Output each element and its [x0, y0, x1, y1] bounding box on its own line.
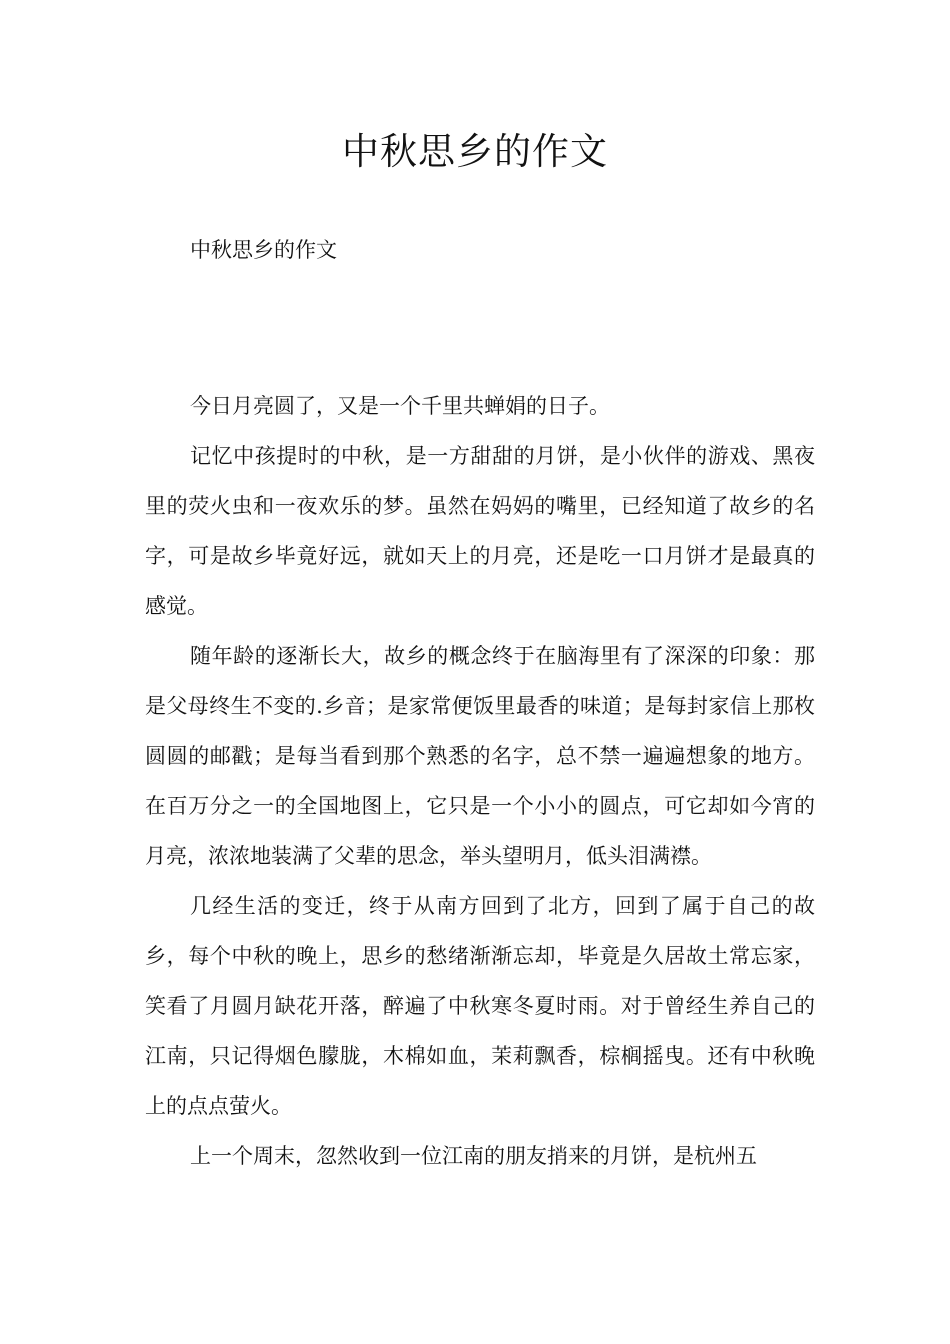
document-subtitle: 中秋思乡的作文 — [190, 238, 337, 262]
paragraph: 随年龄的逐渐长大，故乡的概念终于在脑海里有了深深的印象：那是父母终生不变的.乡音；是家常便饭里最香的味道；是每封家信上那枚圆圆的邮戳；是每当看到那个熟悉的名字，总不禁一遍遍想象的地方。在百万分之一的全国地图上，它只是一个小小的圆点，可它却如今宵的月亮，浓浓地装满了父辈的思念，举头望明月，低头泪满襟。 — [145, 644, 815, 868]
paragraph: 记忆中孩提时的中秋，是一方甜甜的月饼，是小伙伴的游戏、黑夜里的荧火虫和一夜欢乐的梦。虽然在妈妈的嘴里，已经知道了故乡的名字，可是故乡毕竟好远，就如天上的月亮，还是吃一口月饼才是最真的感觉。 — [145, 444, 815, 618]
paragraph: 今日月亮圆了，又是一个千里共蝉娟的日子。 — [190, 394, 610, 418]
paragraph: 上一个周末，忽然收到一位江南的朋友捎来的月饼，是杭州五 — [190, 1144, 757, 1168]
document-title: 中秋思乡的作文 — [342, 130, 608, 173]
document-body — [145, 381, 815, 1181]
paragraph: 几经生活的变迁，终于从南方回到了北方，回到了属于自己的故乡，每个中秋的晚上，思乡的愁绪渐渐忘却，毕竟是久居故土常忘家，笑看了月圆月缺花开落，醉遍了中秋寒冬夏时雨。对于曾经生养自己的江南，只记得烟色朦胧，木棉如血，茉莉飘香，棕榈摇曳。还有中秋晚上的点点萤火。 — [145, 894, 815, 1118]
